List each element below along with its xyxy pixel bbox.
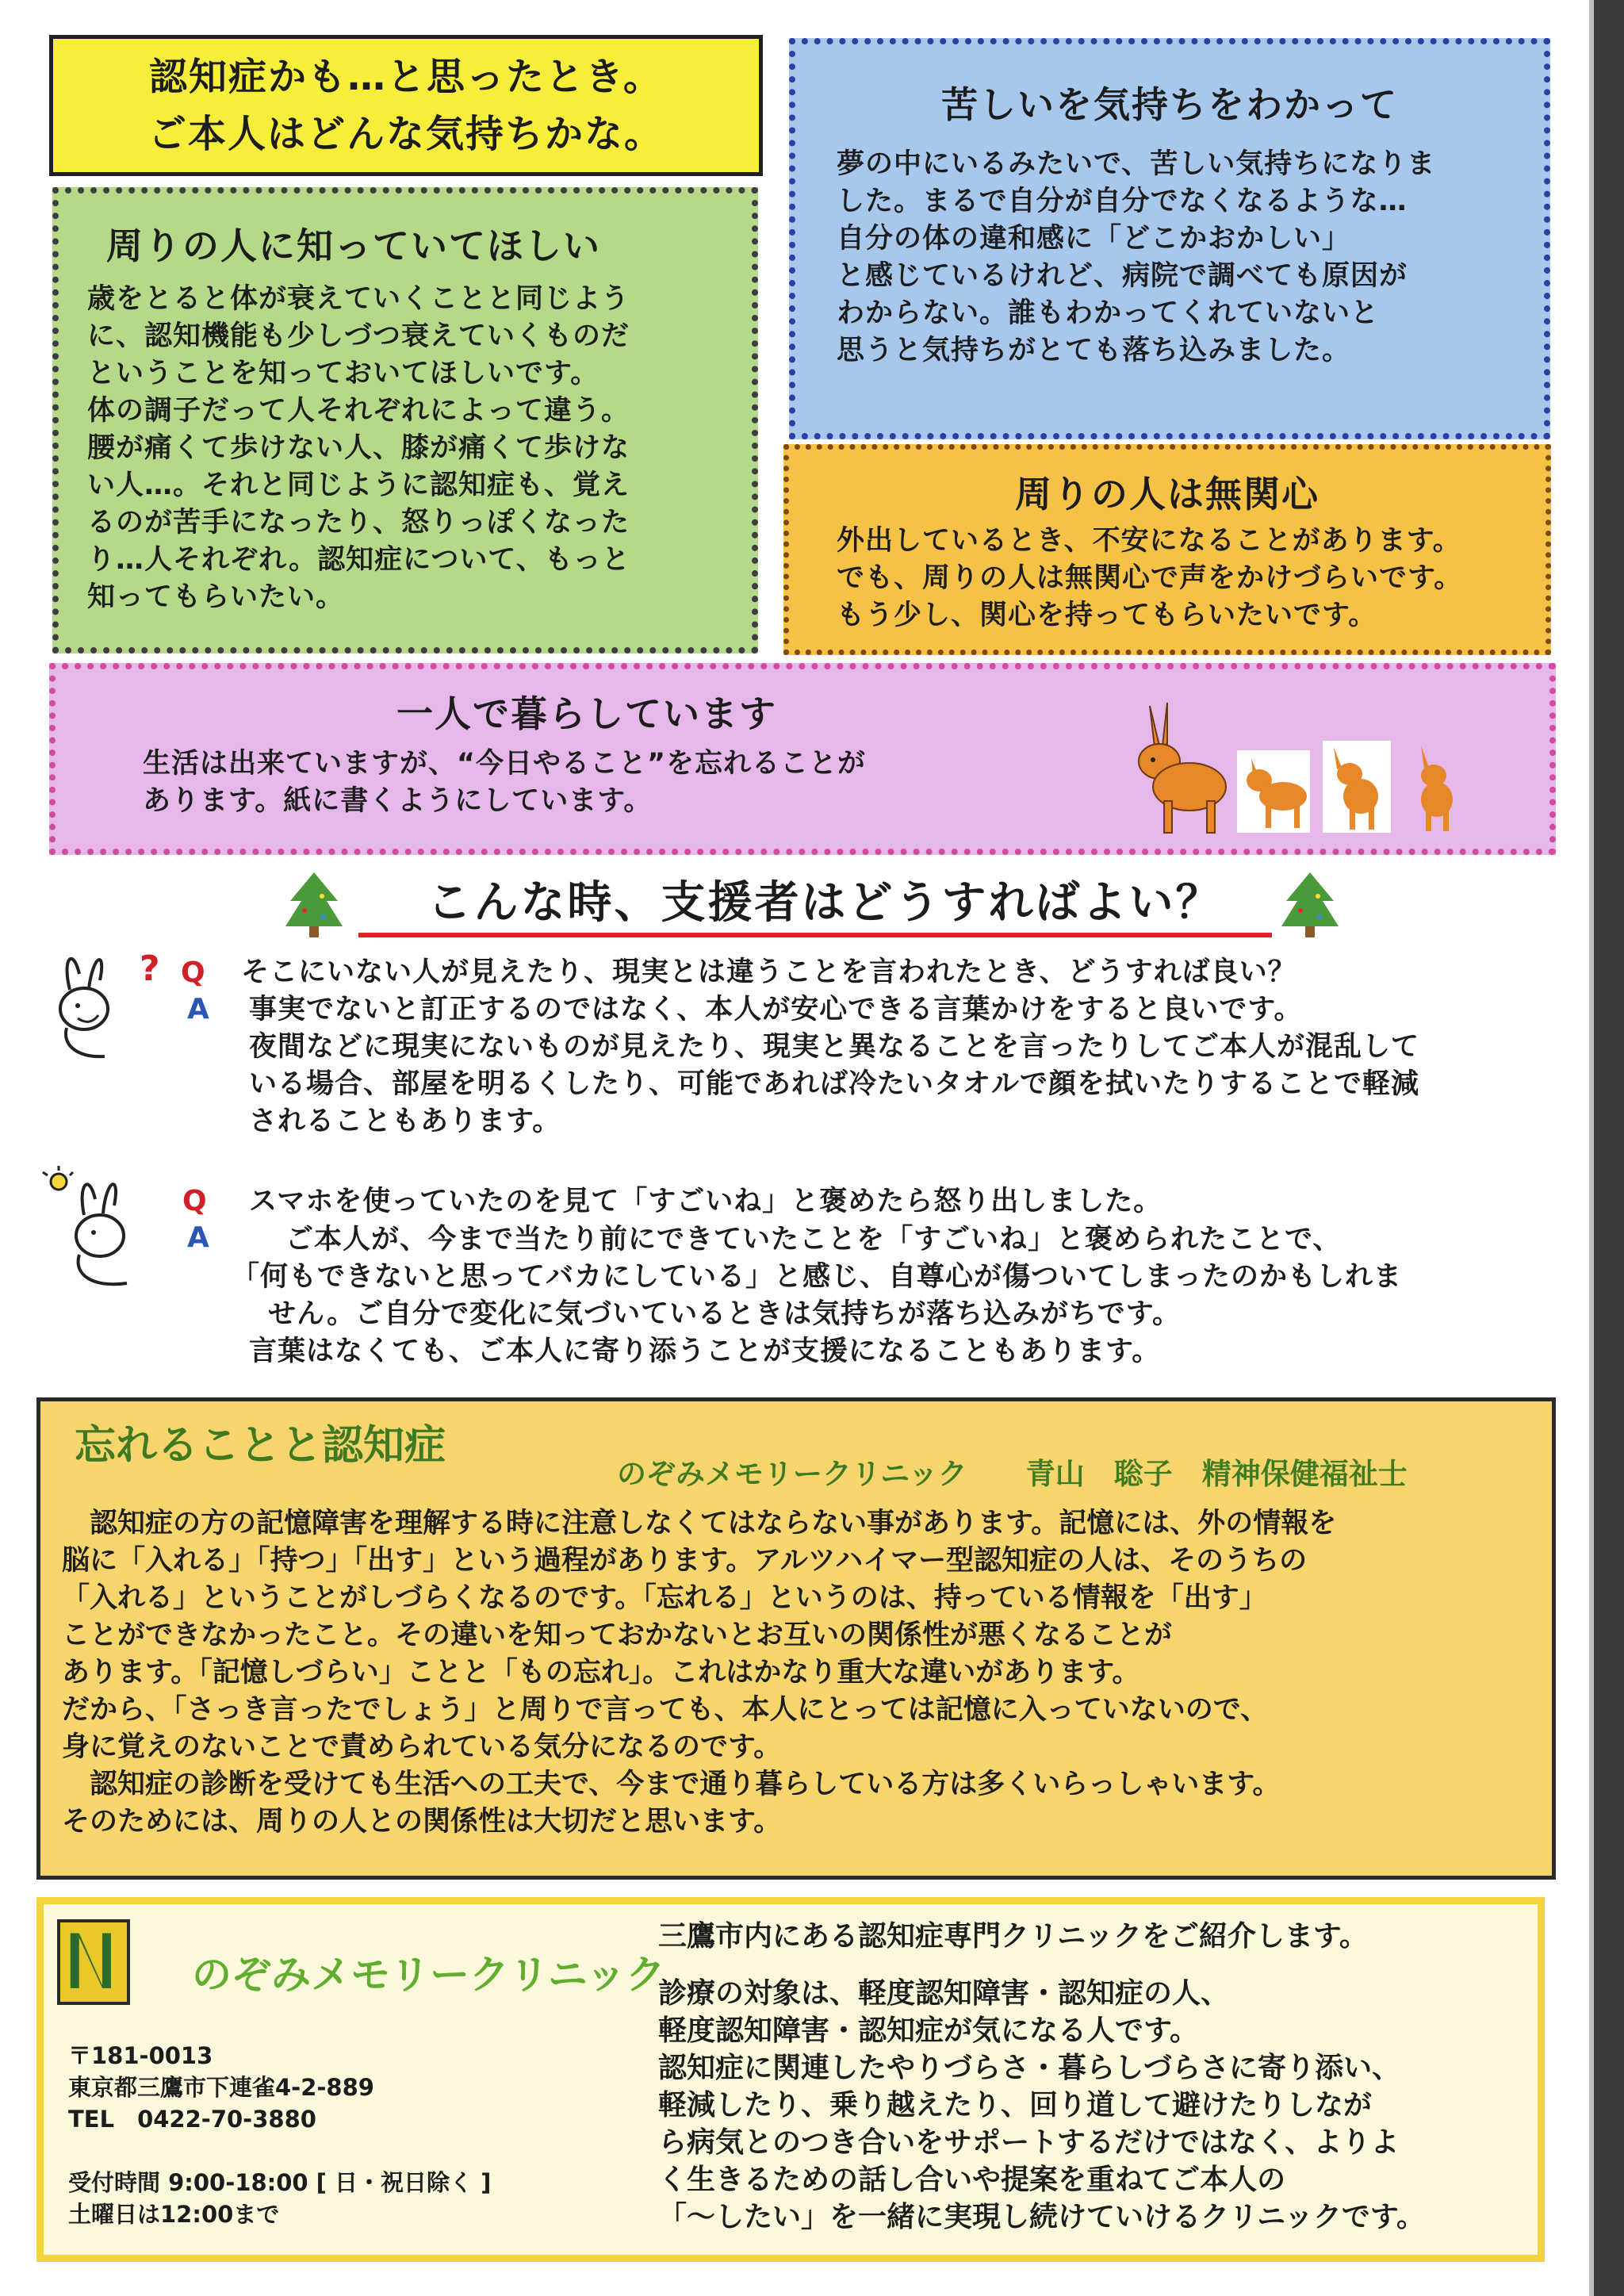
a-label: A bbox=[187, 1221, 209, 1254]
qa-answer-line: されることもあります。 bbox=[249, 1106, 561, 1137]
column-line: だから、「さっき言ったでしょう」と周りで言っても、本人にとっては記憶に入っていないので、 bbox=[62, 1694, 1269, 1726]
clinic-saturday: 土曜日は12:00まで bbox=[68, 2201, 280, 2228]
column-author: のぞみメモリークリニック 青山 聡子 精神保健福祉士 bbox=[617, 1457, 1408, 1491]
green-box-text bbox=[87, 281, 723, 616]
blue-box-text bbox=[837, 146, 1503, 370]
clinic-line: ら病気とのつき合いをサポートするだけではなく、よりよ bbox=[658, 2126, 1400, 2159]
qa-answer-line: せん。ご自分で変化に気づいているときは気持ちが落ち込みがちです。 bbox=[268, 1298, 1181, 1330]
column-line: 身に覚えのないことで責められている気分になるのです。 bbox=[62, 1731, 782, 1763]
qa-question: そこにいない人が見えたり、現実とは違うことを言われたとき、どうすれば良い？ bbox=[241, 956, 1297, 988]
clinic-name: のぞみメモリークリニック bbox=[192, 1952, 665, 1998]
green-line: るのが苦手になったり、怒りっぽくなった bbox=[87, 507, 630, 539]
page-edge-bar bbox=[1594, 0, 1624, 2296]
blue-line: 思うと気持ちがとても落ち込みました。 bbox=[837, 335, 1351, 366]
pink-line: あります。紙に書くようにしています。 bbox=[143, 785, 653, 817]
title-line-1: 認知症かも…と思ったとき。 bbox=[148, 55, 664, 99]
green-line: に、認知機能も少しづつ衰えていくものだ bbox=[87, 320, 630, 352]
green-box bbox=[52, 187, 758, 654]
column-line: あります。「記憶しづらい」ことと「もの忘れ」。これはかなり重大な違いがあります。 bbox=[62, 1657, 1140, 1688]
pink-box-heading: 一人で暮らしています bbox=[396, 692, 777, 735]
address-spacer bbox=[68, 2135, 491, 2167]
clinic-description bbox=[658, 1975, 1425, 2236]
lightbulb-icon bbox=[43, 1166, 73, 1190]
clinic-tel: TEL 0422-70-3880 bbox=[68, 2106, 316, 2133]
qa-answer-block bbox=[232, 1221, 1402, 1370]
a-label: A bbox=[187, 993, 209, 1025]
green-line: 腰が痛くて歩けない人、膝が痛くて歩けな bbox=[87, 432, 630, 464]
green-line: 歳をとると体が衰えていくことと同じよう bbox=[87, 283, 630, 315]
clinic-line: 診療の対象は、軽度認知障害・認知症の人、 bbox=[658, 1977, 1230, 2010]
column-line: そのためには、周りの人との関係性は大切だと思います。 bbox=[62, 1806, 782, 1838]
column-line: 「入れる」ということがしづらくなるのです。「忘れる」というのは、持っている情報を「出す」 bbox=[62, 1582, 1267, 1614]
clinic-intro: 三鷹市内にある認知症専門クリニックをご紹介します。 bbox=[658, 1920, 1368, 1953]
column-line: 脳に「入れる」「持つ」「出す」という過程があります。アルツハイマー型認知症の人は、そのうちの bbox=[62, 1545, 1308, 1577]
clinic-address-block bbox=[68, 2040, 491, 2230]
qa-answer-line: 事実でないと訂正するのではなく、本人が安心できる言葉かけをすると良いです。 bbox=[249, 994, 1303, 1025]
blue-line: 夢の中にいるみたいで、苦しい気持ちになりま bbox=[837, 148, 1436, 180]
green-line: い人…。それと同じように認知症も、覚え bbox=[87, 470, 630, 501]
title-line-2: ご本人はどんな気持ちかな。 bbox=[147, 112, 664, 156]
green-line: ということを知っておいてほしいです。 bbox=[87, 358, 599, 389]
clinic-logo-icon bbox=[57, 1919, 130, 2005]
blue-line: わからない。誰もわかってくれていないと bbox=[837, 297, 1380, 329]
donkey-icon bbox=[1139, 703, 1226, 833]
blue-box-heading: 苦しいを気持ちをわかって bbox=[941, 83, 1398, 126]
title-box bbox=[49, 35, 763, 176]
orange-box bbox=[783, 444, 1551, 655]
rabbit-thinking-icon bbox=[38, 1164, 157, 1291]
q-label: Q bbox=[182, 1185, 207, 1217]
orange-line: でも、周りの人は無関心で声をかけづらいです。 bbox=[837, 562, 1463, 594]
tree-icon bbox=[282, 869, 346, 941]
fawn-icon bbox=[1237, 750, 1310, 833]
clinic-postal: 〒181-0013 bbox=[68, 2042, 213, 2069]
green-line: 知ってもらいたい。 bbox=[87, 581, 345, 613]
qa-answer-line: 言葉はなくても、ご本人に寄り添うことが支援になることもあります。 bbox=[249, 1336, 1161, 1367]
section-underline bbox=[358, 933, 1272, 937]
tree-icon bbox=[1278, 869, 1342, 941]
rabbit-thinking-icon bbox=[38, 942, 149, 1061]
qa-answer-line: 夜間などに現実にないものが見えたり、現実と異なることを言ったりしてご本人が混乱して bbox=[249, 1031, 1420, 1063]
deer-illustration bbox=[1118, 698, 1483, 841]
qa-answer-block bbox=[249, 991, 1419, 1140]
fawn-icon bbox=[1421, 746, 1453, 831]
q-label: Q bbox=[181, 956, 205, 989]
green-box-heading: 周りの人に知っていてほしい bbox=[106, 224, 601, 267]
fawn-icon bbox=[1323, 741, 1391, 833]
clinic-line: 軽減したり、乗り越えたり、回り道して避けたりしなが bbox=[658, 2089, 1373, 2122]
clinic-address: 東京都三鷹市下連雀4-2-889 bbox=[68, 2074, 374, 2101]
qa-question: スマホを使っていたのを見て「すごいね」と褒めたら怒り出しました。 bbox=[249, 1186, 1162, 1217]
green-line: り…人それぞれ。認知症について、もっと bbox=[87, 544, 630, 576]
column-title: 忘れることと認知症 bbox=[75, 1422, 446, 1470]
column-line: ことができなかったこと。その違いを知っておかないとお互いの関係性が悪くなることが bbox=[62, 1619, 1173, 1651]
green-line: 体の調子だって人それぞれによって違う。 bbox=[87, 395, 630, 427]
section-title: こんな時、支援者はどうすればよい？ bbox=[427, 877, 1223, 929]
blue-line: した。まるで自分が自分でなくなるような… bbox=[837, 186, 1408, 217]
column-line: 認知症の方の記憶障害を理解する時に注意しなくてはならない事があります。記憶には、外の情報を bbox=[62, 1508, 1337, 1539]
qa-answer-line: 「何もできないと思ってバカにしている」と感じ、自尊心が傷ついてしまったのかもしれま bbox=[232, 1261, 1403, 1293]
orange-line: 外出しているとき、不安になることがあります。 bbox=[837, 525, 1461, 557]
orange-box-text bbox=[837, 523, 1498, 634]
clinic-line: 「～したい」を一緒に実現し続けていけるクリニックです。 bbox=[658, 2201, 1425, 2233]
clinic-hours: 受付時間 9:00-18:00 [ 日・祝日除く ] bbox=[68, 2169, 492, 2196]
column-line: 認知症の診断を受けても生活への工夫で、今まで通り暮らしている方は多くいらっしゃいます。 bbox=[62, 1769, 1281, 1800]
orange-line: もう少し、関心を持ってもらいたいです。 bbox=[837, 600, 1377, 631]
blue-box bbox=[789, 38, 1550, 439]
clinic-line: く生きるための話し合いや提案を重ねてご本人の bbox=[658, 2164, 1286, 2196]
blue-line: 自分の体の違和感に「どこかおかしい」 bbox=[837, 223, 1351, 255]
qa-answer-line: いる場合、部屋を明るくしたり、可能であれば冷たいタオルで顔を拭いたりすることで軽減 bbox=[249, 1068, 1420, 1100]
clinic-line: 認知症に関連したやりづらさ・暮らしづらさに寄り添い、 bbox=[658, 2052, 1401, 2084]
orange-box-heading: 周りの人は無関心 bbox=[1015, 473, 1320, 516]
question-mark-icon: ? bbox=[140, 949, 160, 989]
blue-line: と感じているけれど、病院で調べても原因が bbox=[837, 260, 1408, 292]
pink-line: 生活は出来ていますが、“今日やること”を忘れることが bbox=[143, 748, 867, 780]
column-body bbox=[62, 1505, 1336, 1841]
qa-answer-line: ご本人が、今まで当たり前にできていたことを「すごいね」と褒められたことで、 bbox=[285, 1224, 1342, 1255]
clinic-line: 軽度認知障害・認知症が気になる人です。 bbox=[658, 2014, 1199, 2047]
